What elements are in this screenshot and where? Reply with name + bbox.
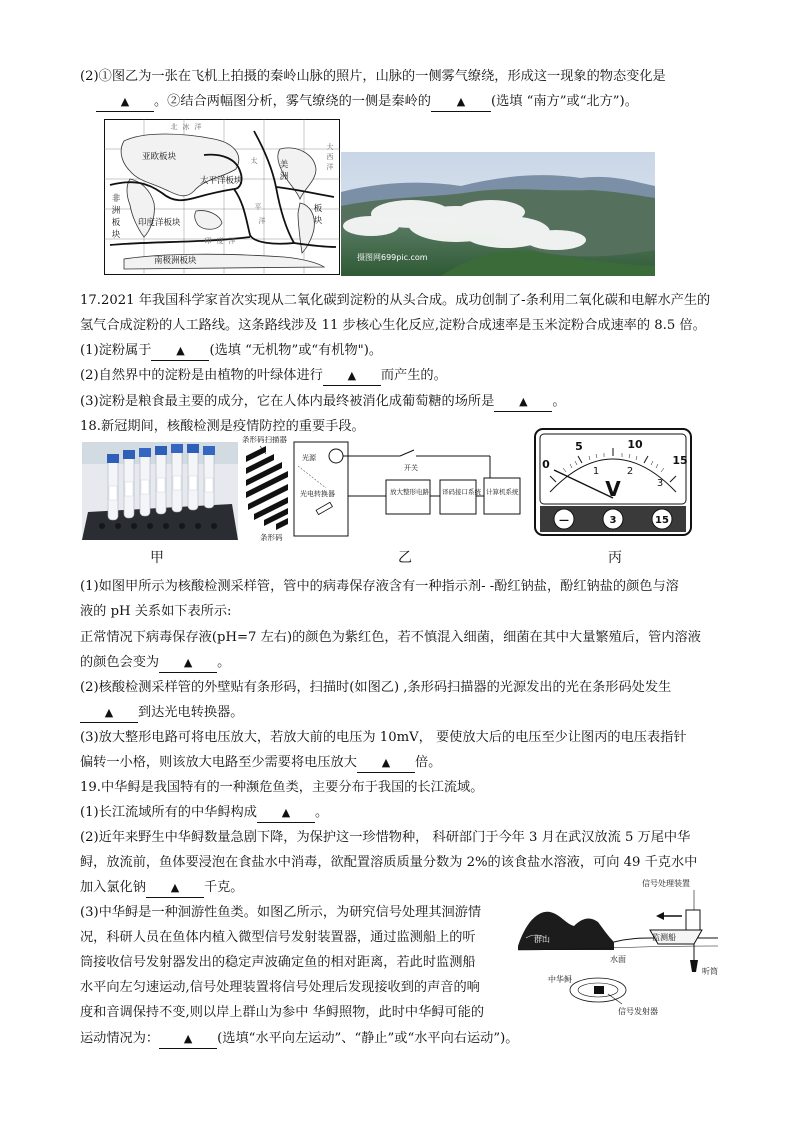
sample-tubes-photo xyxy=(82,442,238,540)
q19-part-3-line-2: 况，科研人员在鱼体内植入微型信号发射装置器，通过监测船上的听 xyxy=(80,930,476,945)
answer-blank[interactable]: ▲ xyxy=(96,93,154,112)
svg-text:洋: 洋 xyxy=(194,123,202,131)
answer-blank[interactable]: ▲ xyxy=(80,704,138,723)
meter-top-tick: 15 xyxy=(672,454,688,467)
svg-text:板: 板 xyxy=(111,218,121,228)
answer-blank[interactable]: ▲ xyxy=(159,654,217,673)
mountain-fog-photo xyxy=(341,152,655,276)
svg-text:平: 平 xyxy=(254,203,262,211)
svg-text:大: 大 xyxy=(326,143,334,151)
caption-bing: 丙 xyxy=(608,550,622,566)
label-monitor-ship: 监测船 xyxy=(652,933,676,942)
svg-text:块: 块 xyxy=(313,216,323,226)
label-signal-processor: 信号处理装置 xyxy=(642,879,690,888)
q19-part-3-line-4: 水平向左匀速运动,信号处理装置将信号处理后发现接收到的声音的响 xyxy=(80,980,480,995)
answer-blank[interactable]: ▲ xyxy=(323,367,381,386)
caption-jia: 甲 xyxy=(150,550,164,566)
q17-part-1: (1)淀粉属于 ▲ (选填 “无机物”或“有机物")。 xyxy=(80,338,382,363)
q18-part-1-line-2: 液的 pH 关系如下表所示: xyxy=(80,604,232,619)
meter-bottom-tick: 3 xyxy=(656,478,664,489)
terminal-3v[interactable]: 3 xyxy=(609,515,617,526)
q19-part-2-line-3: 加入氯化钠 ▲ 千克。 xyxy=(80,875,244,900)
q19-part-2-line-2: 鲟，放流前，鱼体要浸泡在食盐水中消毒，欲配置溶质质量分数为 2%的该食盐水溶液，可向 49 千克水中 xyxy=(80,855,698,870)
svg-text:块: 块 xyxy=(111,230,121,240)
q18-part-1-line-4: 的颜色会变为 ▲ 。 xyxy=(80,650,230,675)
q18-title: 18.新冠期间，核酸检测是疫情防控的重要手段。 xyxy=(80,419,365,434)
meter-bottom-tick: 1 xyxy=(592,466,600,477)
q18-part-1-line-3: 正常情况下病毒保存液(pH=7 左右)的颜色为紫红色，若不慎混入细菌，细菌在其中大量繁殖后，管内溶液 xyxy=(80,630,701,645)
svg-text:洲: 洲 xyxy=(111,206,121,216)
q19-part-3-line-1: (3)中华鲟是一种洄游性鱼类。如图乙所示，为研究信号处理其洄游情 xyxy=(80,905,482,920)
answer-blank[interactable]: ▲ xyxy=(146,879,204,898)
svg-text:西: 西 xyxy=(326,153,334,161)
photo-watermark: 摄图网699pic.com xyxy=(357,253,428,262)
answer-blank[interactable]: ▲ xyxy=(494,393,552,412)
svg-text:洲: 洲 xyxy=(279,172,289,182)
label-signal-emitter: 信号发射器 xyxy=(618,1007,658,1016)
svg-text:太: 太 xyxy=(250,157,258,165)
label-mountains: 群山 xyxy=(534,935,550,944)
label-water-surface: 水面 xyxy=(610,955,626,964)
barcode-circuit-diagram xyxy=(240,436,522,544)
q17-line-2: 氢气合成淀粉的人工路线。这条路线涉及 11 步核心生化反应,淀粉合成速率是玉米淀粉合成速率的 8.5 倍。 xyxy=(80,318,706,333)
label-light-source: 光源 xyxy=(302,454,316,462)
plate-label-eurasia: 亚欧板块 xyxy=(142,152,177,162)
label-barcode-scanner: 条形码扫描器 xyxy=(242,436,287,444)
q19-part-3-line-6: 运动情况为： ▲ (选填“水平向左运动”、“静止”或“水平向右运动”)。 xyxy=(80,1026,518,1051)
caption-yi: 乙 xyxy=(398,550,412,566)
terminal-negative[interactable]: — xyxy=(559,515,569,526)
q18-part-2-line-1: (2)核酸检测采样管的外壁贴有条形码，扫描时(如图乙) ,条形码扫描器的光源发出的光在条形码处发生 xyxy=(80,680,672,695)
meter-top-tick: 5 xyxy=(575,440,583,453)
q19-part-3-line-5: 度和音调保持不变,则以岸上群山为参中 华鲟照物，此时中华鲟可能的 xyxy=(80,1005,485,1020)
q18-part-2-line-2: ▲ 到达光电转换器。 xyxy=(80,700,244,725)
q17-part-2: (2)自然界中的淀粉是由植物的叶绿体进行 ▲ 而产生的。 xyxy=(80,363,447,388)
q19-title: 19.中华鲟是我国特有的一种濒危鱼类，主要分布于我国的长江流域。 xyxy=(80,780,484,795)
meter-bottom-tick: 2 xyxy=(626,466,634,477)
svg-text:北: 北 xyxy=(170,123,178,131)
q16-line-1: (2)①图乙为一张在飞机上拍摄的秦岭山脉的照片，山脉的一侧雾气缭绕，形成这一现象的物态变化是 xyxy=(80,69,666,84)
label-sturgeon: 中华鲟 xyxy=(548,975,572,984)
plate-map-figure xyxy=(104,119,340,275)
answer-blank[interactable]: ▲ xyxy=(257,804,315,823)
q19-part-2-line-1: (2)近年来野生中华鲟数量急剧下降，为保护这一珍惜物种， 科研部门于今年 3 月在武汉放流 5 万尾中华 xyxy=(80,830,691,845)
q16-line-2: ▲ 。②结合两幅图分析，雾气缭绕的一侧是秦岭的 ▲ (选填 “南方”或“北方”)。 xyxy=(96,89,638,114)
q17-part-3: (3)淀粉是粮食最主要的成分，它在人体内最终被消化成葡萄糖的场所是 ▲ 。 xyxy=(80,389,566,414)
meter-top-tick: 0 xyxy=(542,458,550,471)
answer-blank[interactable]: ▲ xyxy=(159,1030,217,1049)
plate-label-antarctic: 南极洲板块 xyxy=(154,256,197,266)
label-barcode: 条形码 xyxy=(260,533,283,542)
svg-text:印: 印 xyxy=(204,237,212,245)
svg-text:洋: 洋 xyxy=(258,217,266,225)
q17-line-1: 17.2021 年我国科学家首次实现从二氧化碳到淀粉的从头合成。成功创制了-条利用二氧化碳和电解水产生的 xyxy=(80,293,711,308)
answer-blank[interactable]: ▲ xyxy=(151,342,209,361)
plate-label-indian: 印度洋板块 xyxy=(138,218,181,228)
q19-part-3-line-3: 筒接收信号发射器发出的稳定声波确定鱼的相对距离，若此时监测船 xyxy=(80,955,476,970)
svg-text:洋: 洋 xyxy=(326,163,334,171)
label-amp-circuit: 放大整形电路 xyxy=(390,488,429,496)
svg-text:板: 板 xyxy=(313,204,323,214)
voltmeter-figure xyxy=(534,428,692,536)
q18-part-1-line-1: (1)如图甲所示为核酸检测采样管，管中的病毒保存液含有一种指示剂- -酚红钠盐，酚红钠盐的颜色与溶 xyxy=(80,579,679,594)
svg-text:洋: 洋 xyxy=(228,237,236,245)
meter-top-tick: 10 xyxy=(627,438,643,451)
svg-text:非: 非 xyxy=(111,194,121,204)
label-computer: 计算机系统 xyxy=(486,488,519,496)
q19-part-1: (1)长江流域所有的中华鲟构成 ▲ 。 xyxy=(80,800,328,825)
q18-part-3-line-1: (3)放大整形电路可将电压放大，若放大前的电压为 10mV， 要使放大后的电压至少让图丙的电压表指针 xyxy=(80,730,687,745)
label-switch: 开关 xyxy=(404,464,418,472)
plate-label-pacific: 太平洋板块 xyxy=(200,176,243,186)
label-receiver: 听筒 xyxy=(702,967,718,976)
answer-blank[interactable]: ▲ xyxy=(357,754,415,773)
label-photo-converter: 光电转换器 xyxy=(300,490,335,498)
terminal-15v[interactable]: 15 xyxy=(655,515,669,526)
meter-unit: V xyxy=(605,477,621,501)
svg-text:度: 度 xyxy=(216,237,224,245)
q18-part-3-line-2: 偏转一小格，则该放大电路至少需要将电压放大 ▲ 倍。 xyxy=(80,750,441,775)
answer-blank[interactable]: ▲ xyxy=(431,93,491,112)
sturgeon-diagram xyxy=(518,876,718,1026)
svg-text:冰: 冰 xyxy=(182,123,190,131)
svg-text:美: 美 xyxy=(279,160,289,170)
label-decoder: 译码接口系统 xyxy=(442,488,481,496)
